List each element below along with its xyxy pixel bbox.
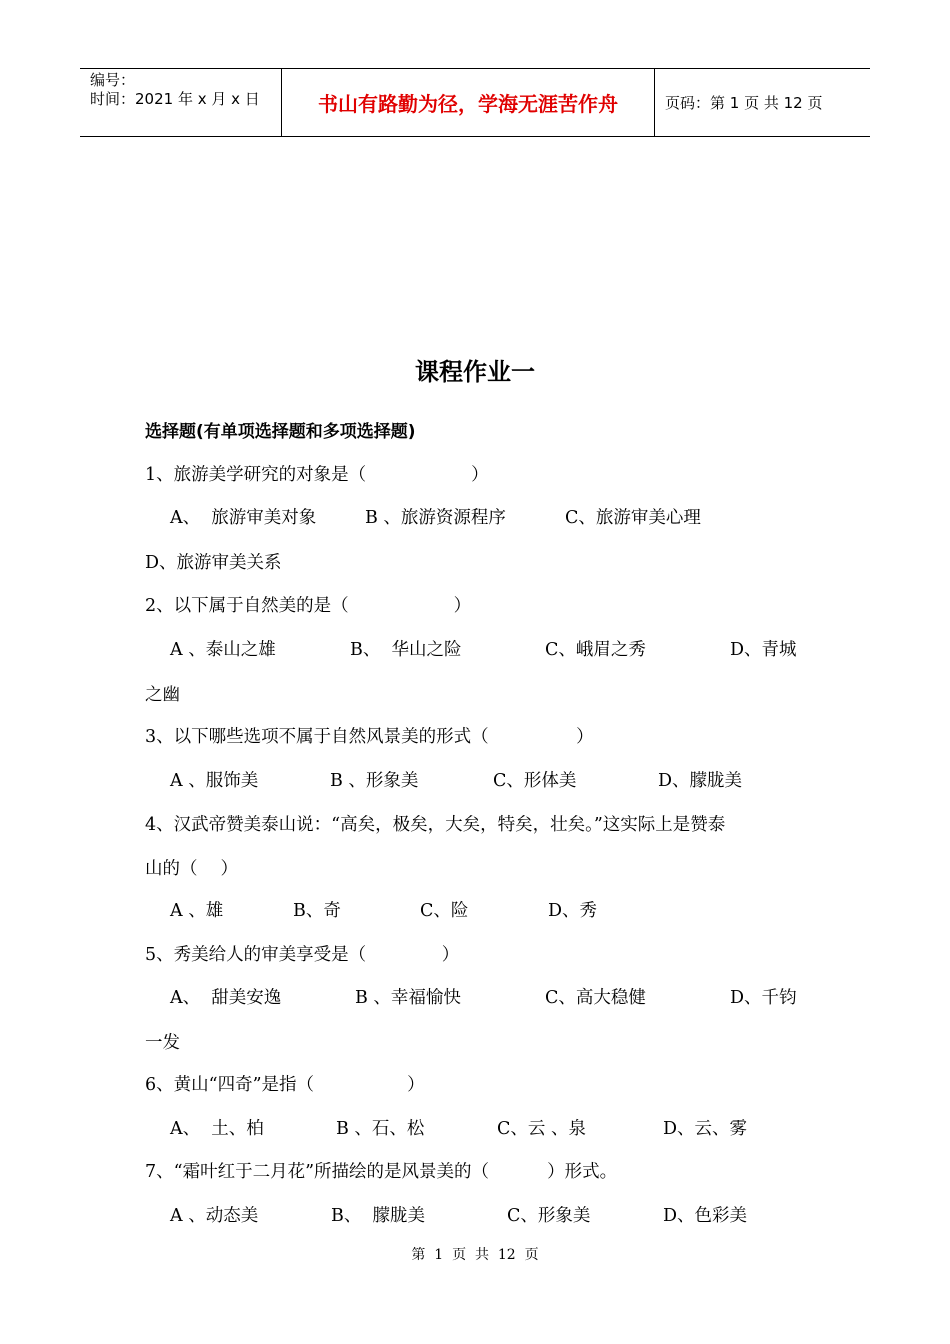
question-1-option-c: C、旅游审美心理 (565, 508, 701, 528)
question-5-option-a: A、 甜美安逸 (170, 988, 282, 1008)
question-6-option-a: A、 土、柏 (170, 1119, 264, 1139)
question-7-option-d: D、色彩美 (663, 1206, 748, 1226)
question-3-option-b: B 、形象美 (330, 771, 419, 791)
question-4-continuation: 山的（ ） (145, 859, 239, 879)
question-4-option-a: A 、雄 (170, 901, 224, 921)
question-4-option-c: C、险 (420, 901, 469, 921)
question-3-option-a: A 、服饰美 (170, 771, 259, 791)
question-7-option-c: C、形象美 (507, 1206, 591, 1226)
question-3-option-c: C、形体美 (493, 771, 577, 791)
header-motto-cell (282, 69, 655, 136)
question-5-option-b: B 、幸福愉快 (355, 988, 461, 1008)
question-2-option-c: C、峨眉之秀 (545, 640, 646, 660)
question-6-option-b: B 、石、松 (336, 1119, 425, 1139)
question-6-stem: 6、黄山“四奇”是指（ ） (145, 1075, 425, 1095)
document-header (80, 68, 870, 137)
header-page-cell (655, 69, 870, 136)
question-5-continuation: 一发 (145, 1033, 180, 1053)
question-5-option-c: C、高大稳健 (545, 988, 646, 1008)
motto-text: 书山有路勤为径，学海无涯苦作舟 (318, 92, 618, 116)
time-label: 时间：2021 年 x 月 x 日 (90, 90, 260, 108)
question-2-option-a: A 、泰山之雄 (170, 640, 276, 660)
question-7-option-b: B、 朦胧美 (331, 1206, 425, 1226)
question-5-stem: 5、秀美给人的审美享受是（ ） (145, 945, 460, 965)
question-1-option-d: D、旅游审美关系 (145, 553, 282, 573)
section-title: 选择题(有单项选择题和多项选择题) (145, 422, 416, 442)
question-1-option-b: B 、旅游资源程序 (365, 508, 506, 528)
number-label: 编号： (90, 71, 136, 89)
question-1-option-a: A、 旅游审美对象 (170, 508, 317, 528)
question-2-continuation: 之幽 (145, 685, 180, 705)
question-7-stem: 7、“霜叶红于二月花”所描绘的是风景美的（ ）形式。 (145, 1162, 618, 1182)
question-1-stem: 1、旅游美学研究的对象是（ ） (145, 465, 489, 485)
page-footer: 第 1 页 共 12 页 (411, 1247, 539, 1263)
question-4-option-b: B、奇 (293, 901, 341, 921)
page-title: 课程作业一 (415, 358, 535, 386)
header-info-cell (80, 69, 282, 136)
question-6-option-c: C、云 、泉 (497, 1119, 586, 1139)
question-3-option-d: D、朦胧美 (658, 771, 743, 791)
question-6-option-d: D、云、雾 (663, 1119, 748, 1139)
question-4-option-d: D、秀 (548, 901, 598, 921)
question-2-option-b: B、 华山之险 (350, 640, 462, 660)
question-2-stem: 2、以下属于自然美的是（ ） (145, 596, 472, 616)
question-7-option-a: A 、动态美 (170, 1206, 259, 1226)
page-number-label: 页码：第 1 页 共 12 页 (665, 94, 823, 112)
question-4-stem: 4、汉武帝赞美泰山说：“高矣，极矣，大矣，特矣，壮矣。”这实际上是赞泰 (145, 815, 726, 835)
question-3-stem: 3、以下哪些选项不属于自然风景美的形式（ ） (145, 727, 594, 747)
question-5-option-d: D、千钧 (730, 988, 797, 1008)
question-2-option-d: D、青城 (730, 640, 797, 660)
